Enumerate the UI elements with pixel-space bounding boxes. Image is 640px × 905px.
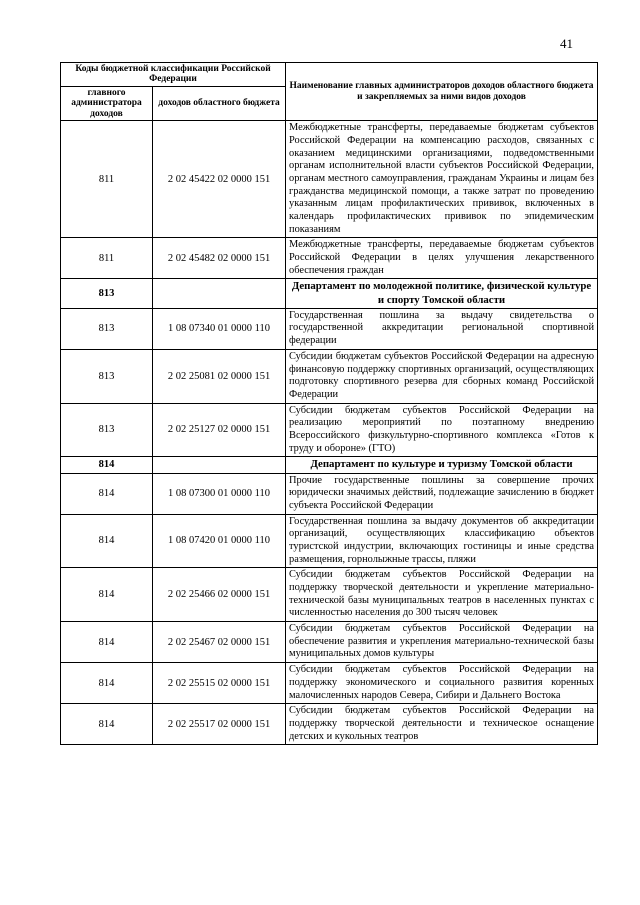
income-name-cell: Субсидии бюджетам субъектов Российской Федерации на реализацию мероприятий по поэтапному внедрению Всероссийского физкультурно-спортивного комплекса «Готов к труду и обороне» (ГТО): [286, 403, 598, 457]
income-code-cell: 2 02 25466 02 0000 151: [153, 568, 286, 622]
income-name-cell: Государственная пошлина за выдачу документов об аккредитации организаций, осуществляющих классификацию объектов туристской индустрии, включающих гостиницы и иные средства размещения, горнолыжные трассы, пляжи: [286, 514, 598, 568]
income-code-cell: 2 02 25081 02 0000 151: [153, 349, 286, 403]
table-row: [61, 473, 598, 514]
table-row: [61, 308, 598, 349]
table-row: [61, 568, 598, 622]
admin-code-cell: 814: [61, 457, 153, 473]
table-row: [61, 663, 598, 704]
admin-code-cell: 814: [61, 514, 153, 568]
income-code-cell: 1 08 07420 01 0000 110: [153, 514, 286, 568]
income-code-cell: [153, 457, 286, 473]
income-name-cell: Субсидии бюджетам субъектов Российской Федерации на поддержку творческой деятельности и техническое оснащение детских и кукольных театров: [286, 704, 598, 745]
income-name-cell: Межбюджетные трансферты, передаваемые бюджетам субъектов Российской Федерации в целях улучшения лекарственного обеспечения граждан: [286, 238, 598, 279]
admin-code-cell: 814: [61, 622, 153, 663]
admin-code-cell: 813: [61, 308, 153, 349]
budget-classification-table: [60, 62, 598, 745]
admin-code-cell: 814: [61, 704, 153, 745]
income-name-cell: Прочие государственные пошлины за совершение прочих юридически значимых действий, подлежащие зачислению в бюджет субъекта Российской Федерации: [286, 473, 598, 514]
header-codes-group: Коды бюджетной классификации Российской Федерации: [61, 63, 286, 87]
admin-code-cell: 813: [61, 349, 153, 403]
header-income-code: доходов областного бюджета: [153, 86, 286, 120]
page-number: 41: [560, 36, 573, 51]
admin-code-cell: 814: [61, 663, 153, 704]
income-name-cell: Субсидии бюджетам субъектов Российской Федерации на поддержку творческой деятельности и укрепление материально-технической базы муниципальных театров в населенных пунктах с численностью населения до 300 тысяч человек: [286, 568, 598, 622]
table-row: [61, 403, 598, 457]
admin-code-cell: 814: [61, 473, 153, 514]
income-name-cell: Межбюджетные трансферты, передаваемые бюджетам субъектов Российской Федерации на компенсацию расходов, связанных с оказанием медицинскими организациями, подведомственными органам исполнительной власти субъектов Российской Федерации, органам местного самоуправления, гражданам Украины и лицам без гражданства медицинской помощи, а также затрат по проведению указанным лицам профилактических прививок, включенных в календарь профилактических прививок по эпидемическим показаниям: [286, 121, 598, 238]
header-admin-code: главного администратора доходов: [61, 86, 153, 120]
income-name-cell: Субсидии бюджетам субъектов Российской Федерации на адресную финансовую поддержку спортивных организаций, осуществляющих подготовку спортивного резерва для сборных команд Российской Федерации: [286, 349, 598, 403]
income-code-cell: [153, 279, 286, 308]
income-name-cell: Департамент по культуре и туризму Томской области: [286, 457, 598, 473]
table-row: [61, 514, 598, 568]
income-name-cell: Государственная пошлина за выдачу свидетельства о государственной аккредитации региональной спортивной федерации: [286, 308, 598, 349]
table-row: [61, 622, 598, 663]
header-name: Наименование главных администраторов доходов областного бюджета и закрепляемых за ними видов доходов: [286, 63, 598, 121]
income-code-cell: 2 02 45422 02 0000 151: [153, 121, 286, 238]
income-code-cell: 2 02 25467 02 0000 151: [153, 622, 286, 663]
income-code-cell: 1 08 07300 01 0000 110: [153, 473, 286, 514]
table-row: [61, 121, 598, 238]
income-name-cell: Департамент по молодежной политике, физической культуре и спорту Томской области: [286, 279, 598, 308]
income-code-cell: 2 02 45482 02 0000 151: [153, 238, 286, 279]
table-row: [61, 238, 598, 279]
income-code-cell: 2 02 25127 02 0000 151: [153, 403, 286, 457]
income-code-cell: 2 02 25515 02 0000 151: [153, 663, 286, 704]
income-code-cell: 2 02 25517 02 0000 151: [153, 704, 286, 745]
income-code-cell: 1 08 07340 01 0000 110: [153, 308, 286, 349]
department-row: [61, 457, 598, 473]
admin-code-cell: 813: [61, 403, 153, 457]
admin-code-cell: 814: [61, 568, 153, 622]
admin-code-cell: 813: [61, 279, 153, 308]
table-body: [61, 121, 598, 745]
admin-code-cell: 811: [61, 121, 153, 238]
admin-code-cell: 811: [61, 238, 153, 279]
income-name-cell: Субсидии бюджетам субъектов Российской Федерации на обеспечение развития и укрепления материально-технической базы муниципальных домов культуры: [286, 622, 598, 663]
income-name-cell: Субсидии бюджетам субъектов Российской Федерации на поддержку экономического и социального развития коренных малочисленных народов Севера, Сибири и Дальнего Востока: [286, 663, 598, 704]
table-row: [61, 704, 598, 745]
table-row: [61, 349, 598, 403]
department-row: [61, 279, 598, 308]
